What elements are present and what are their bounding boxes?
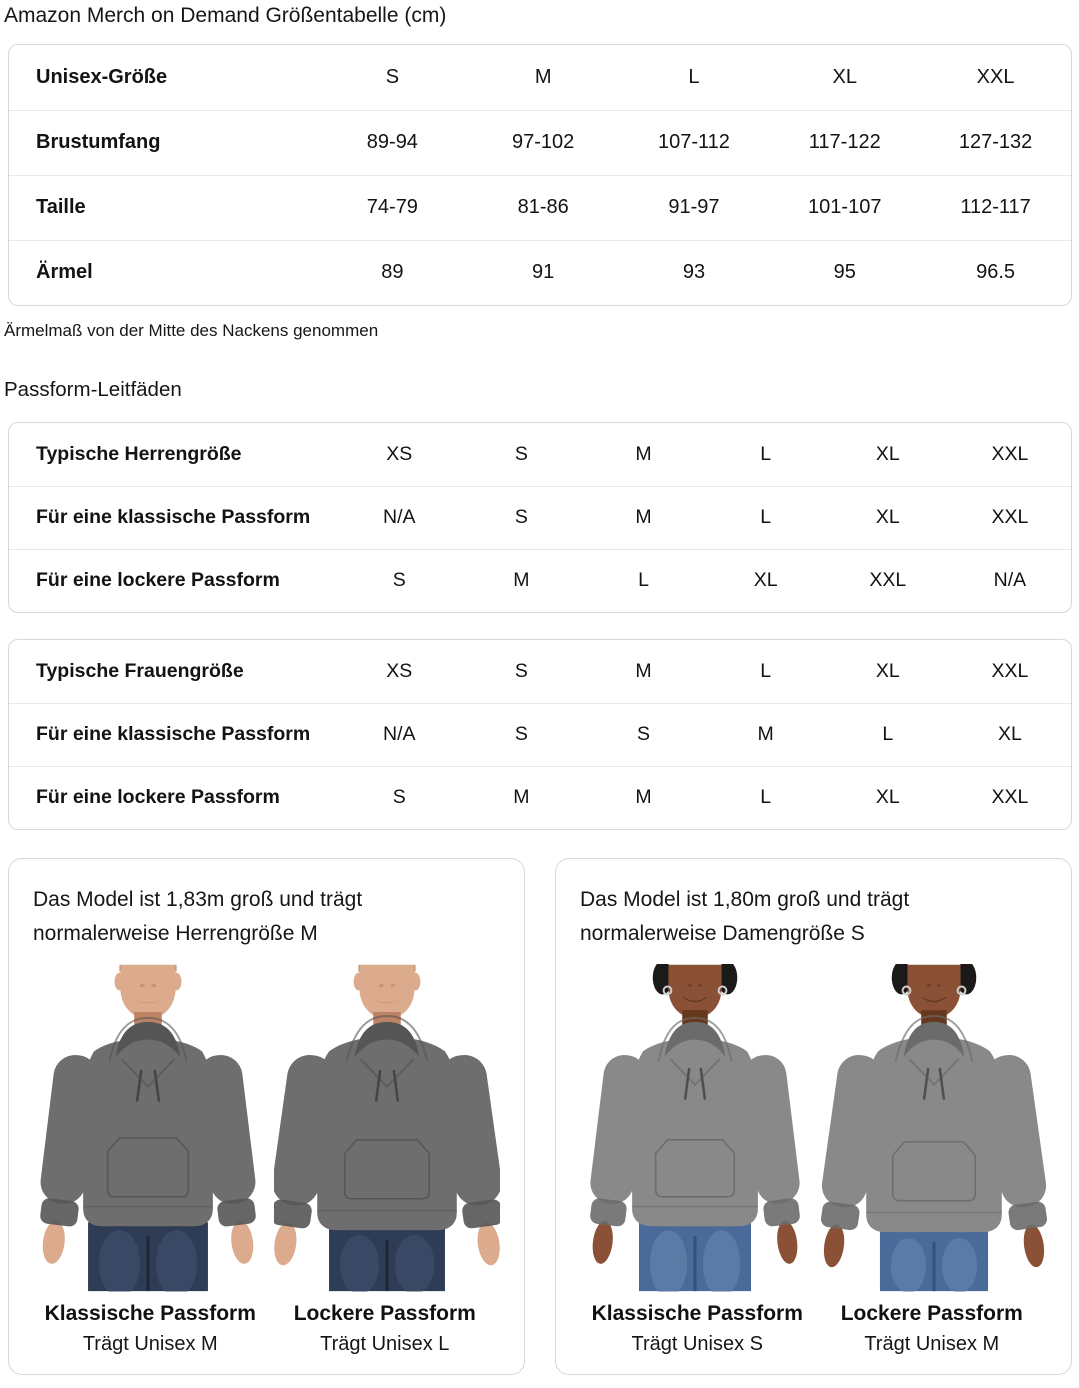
kangaroo-pocket [656, 1140, 735, 1197]
row-label: Ärmel [36, 261, 93, 284]
measure-cell: 89 [381, 261, 404, 284]
size-cell: L [760, 442, 772, 465]
womens-fit-table-card [8, 639, 1072, 830]
measure-cell: 117-122 [808, 131, 881, 153]
measure-cell: 91 [532, 261, 555, 284]
row-label: Unisex-Größe [36, 65, 168, 88]
unisex-size-table-card [8, 44, 1072, 306]
table-row [9, 549, 1071, 612]
measure-cell: 93 [682, 261, 706, 284]
fit-label: Lockere Passform [840, 1302, 1023, 1326]
size-cell: L [760, 786, 772, 809]
size-cell: XXL [991, 786, 1029, 809]
size-cell: L [882, 723, 894, 745]
table-row [9, 766, 1071, 829]
size-cell: XL [753, 569, 778, 592]
jeans [88, 1223, 208, 1293]
mens-fit-table-card [8, 422, 1072, 613]
table-row [9, 423, 1071, 486]
measure-cell: 74-79 [366, 196, 418, 218]
measure-cell: 95 [833, 261, 856, 284]
measure-cell: 107-112 [658, 131, 730, 153]
table-row [9, 175, 1071, 240]
size-cell: S [514, 659, 528, 682]
table-row [9, 110, 1071, 175]
row-label: Typische Frauengröße [36, 659, 244, 682]
measure-cell: 112-117 [960, 196, 1031, 218]
sleeve-measure-note: Ärmelmaß von der Mitte des Nackens genommen [4, 321, 379, 340]
jeans [639, 1223, 751, 1293]
mens-captions [33, 1302, 502, 1356]
torso [317, 1016, 457, 1230]
model-photo-classic-fit [582, 964, 808, 1292]
caption-classic-fit [580, 1302, 815, 1356]
row-label: Für eine klassische Passform [36, 723, 311, 745]
table-row [9, 640, 1071, 703]
size-label: Trägt Unisex M [864, 1333, 1000, 1356]
size-cell: XL [875, 786, 900, 809]
size-cell: S [637, 723, 651, 745]
model-photo-loose-fit [274, 964, 500, 1292]
fit-label: Klassische Passform [44, 1302, 256, 1326]
kangaroo-pocket [893, 1142, 976, 1201]
table-row [9, 45, 1071, 110]
size-cell: S [385, 65, 400, 88]
size-cell: M [635, 442, 652, 465]
mens-model-card [8, 858, 525, 1375]
face [120, 965, 175, 1019]
womens-model-card [555, 858, 1072, 1375]
kangaroo-pocket [108, 1138, 189, 1197]
size-cell: L [638, 569, 649, 592]
caption-classic-fit [33, 1302, 268, 1356]
size-cell: M [513, 569, 530, 592]
size-cell: L [760, 506, 772, 528]
size-cell: M [513, 786, 530, 809]
face [359, 965, 414, 1019]
fit-guides-heading: Passform-Leitfäden [4, 378, 182, 401]
model-description: Das Model ist 1,83m groß und trägt normalerweise Herrengröße M [33, 888, 363, 945]
row-label: Taille [36, 196, 86, 218]
size-cell: XS [386, 659, 413, 682]
size-cell: XL [832, 65, 857, 88]
size-label: Trägt Unisex M [82, 1333, 218, 1356]
fit-label: Lockere Passform [293, 1302, 476, 1326]
size-cell: XL [875, 506, 900, 528]
jeans [880, 1230, 988, 1292]
mens-fit-table [9, 423, 1071, 612]
size-label: Trägt Unisex S [631, 1333, 764, 1356]
size-cell: XS [386, 442, 413, 465]
womens-captions [580, 1302, 1049, 1356]
size-cell: M [635, 786, 652, 809]
size-cell: XL [875, 442, 900, 465]
measure-cell: 91-97 [668, 196, 720, 218]
size-cell: S [392, 569, 406, 592]
model-cards-row [8, 858, 1072, 1375]
jeans [329, 1228, 445, 1292]
table-row [9, 703, 1071, 766]
unisex-size-table [9, 45, 1071, 305]
fit-label: Klassische Passform [591, 1302, 803, 1326]
face [907, 965, 960, 1018]
size-cell: L [760, 659, 772, 682]
table-row [9, 486, 1071, 549]
face [668, 965, 721, 1018]
size-cell: N/A [993, 569, 1027, 592]
size-cell: XXL [976, 65, 1015, 88]
row-label: Für eine klassische Passform [36, 506, 311, 528]
torso [632, 1018, 758, 1226]
womens-fit-table [9, 640, 1071, 829]
size-cell: M [757, 723, 774, 745]
size-cell: XXL [869, 569, 907, 592]
page-title: Amazon Merch on Demand Größentabelle (cm) [4, 4, 447, 27]
torso [83, 1018, 213, 1226]
measure-cell: 96.5 [976, 261, 1016, 284]
measure-cell: 81-86 [517, 196, 569, 218]
measure-cell: 89-94 [366, 131, 418, 153]
measure-cell: 101-107 [808, 196, 882, 218]
size-cell: N/A [383, 506, 416, 528]
model-photo-classic-fit [35, 964, 261, 1292]
caption-loose-fit [815, 1302, 1050, 1356]
size-cell: XXL [991, 442, 1029, 465]
row-label: Für eine lockere Passform [36, 569, 280, 592]
table-row [9, 240, 1071, 305]
size-cell: N/A [383, 723, 416, 745]
size-cell: XXL [991, 506, 1029, 528]
model-description: Das Model ist 1,80m groß und trägt normalerweise Damengröße S [580, 888, 910, 945]
size-cell: XL [997, 723, 1022, 745]
kangaroo-pocket [345, 1140, 430, 1199]
caption-loose-fit [268, 1302, 503, 1356]
measure-cell: 127-132 [958, 131, 1033, 153]
size-cell: M [635, 506, 652, 528]
size-cell: M [534, 65, 552, 88]
size-cell: XL [875, 659, 900, 682]
size-cell: M [635, 659, 652, 682]
model-photo-loose-fit [821, 964, 1047, 1292]
size-cell: S [514, 723, 528, 745]
size-cell: XXL [991, 659, 1029, 682]
size-label: Trägt Unisex L [320, 1333, 450, 1356]
mens-model-photos [33, 964, 502, 1292]
row-label: Typische Herrengröße [36, 442, 242, 465]
size-cell: S [514, 506, 528, 528]
row-label: Brustumfang [36, 131, 161, 153]
torso [866, 1016, 1002, 1232]
womens-model-photos [580, 964, 1049, 1292]
measure-cell: 97-102 [512, 131, 575, 153]
row-label: Für eine lockere Passform [36, 786, 280, 809]
size-cell: S [392, 786, 406, 809]
size-cell: L [688, 65, 700, 88]
size-cell: S [514, 442, 528, 465]
